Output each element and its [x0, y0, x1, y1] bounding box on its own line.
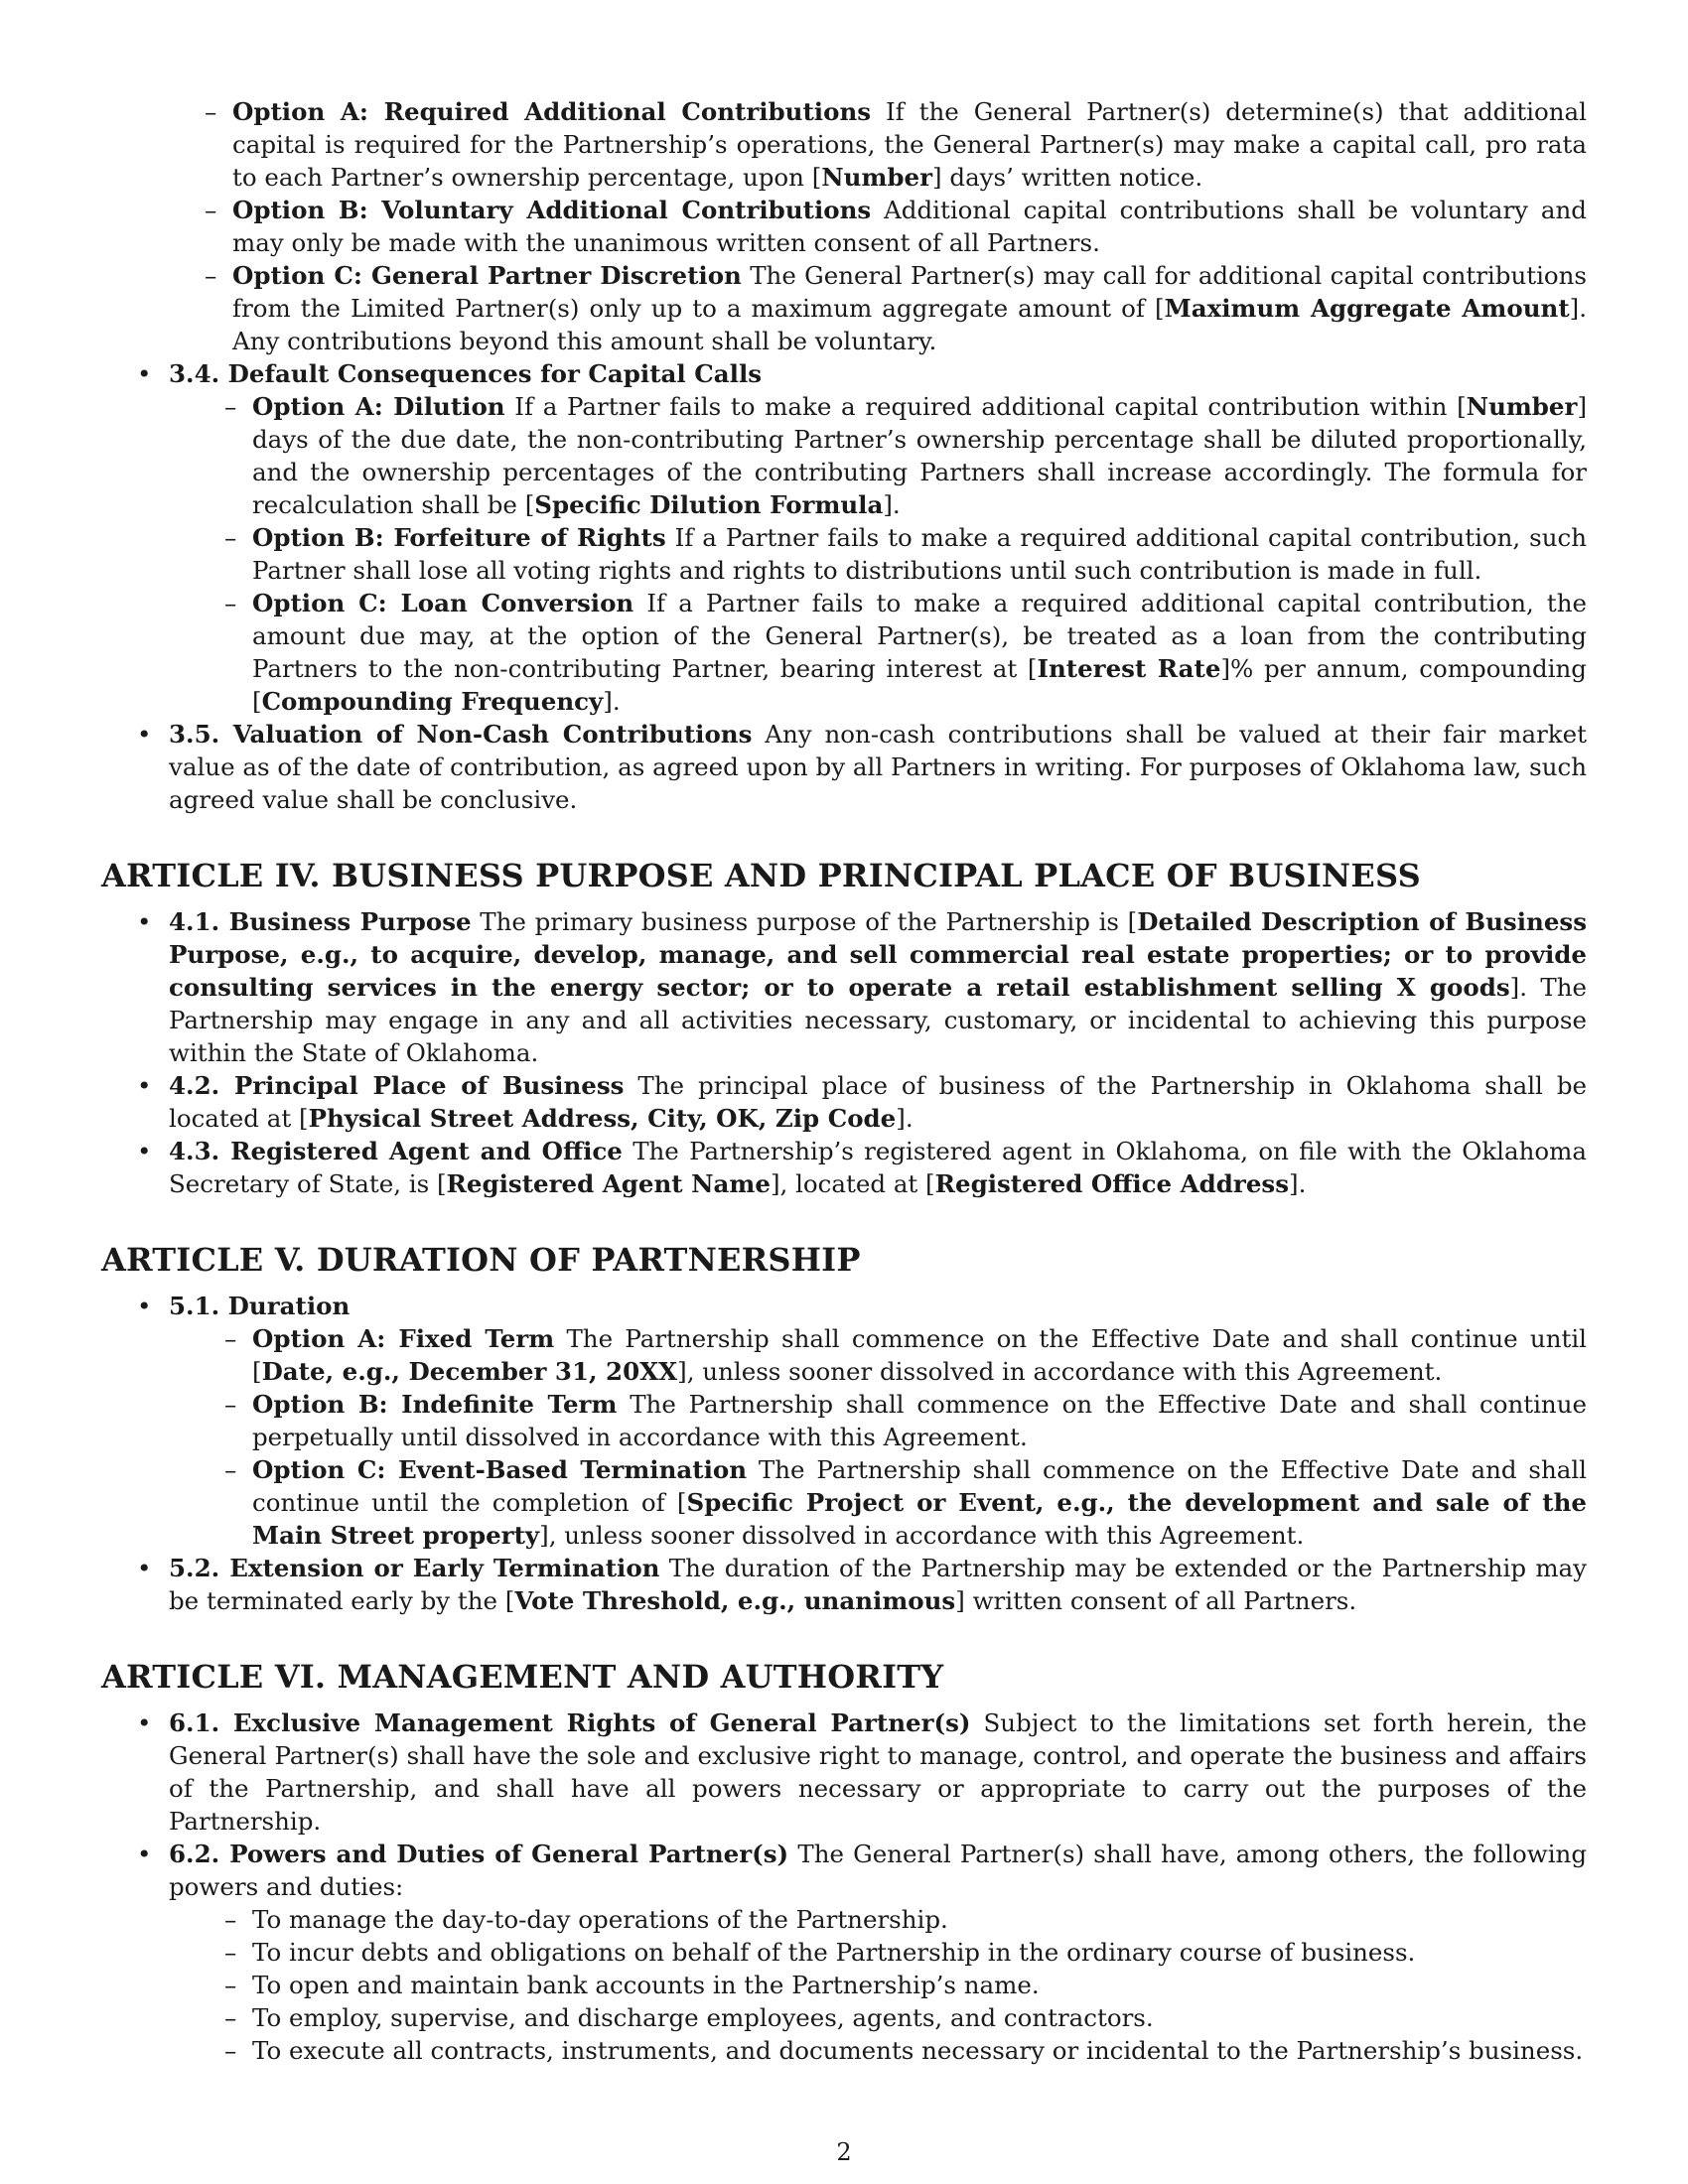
- section-4-2: • 4.2. Principal Place of Business The principal place of business of the Partnership in Oklahoma shall be located at [Physical Street Address, City, OK, Zip Code].: [101, 1069, 1587, 1135]
- list-item: – Option A: Dilution If a Partner fails to make a required additional capital contribution within [Number] days of the due date, the non-contributing Partner’s ownership percentage shall be diluted proportionally, and the ownership percentages of the contributing Partners shall increase accordingly. The formula for recalculation shall be [Specific Dilution Formula].: [224, 390, 1587, 521]
- article-6-sections: [101, 1706, 1587, 2067]
- section-3-4: • 3.4. Default Consequences for Capital Calls – Option A: Dilution If a Partner fails to make a required additional capital contribution within [Number] days of the due date, the non-contributing Partner’s ownership percentage shall be diluted proportionally, and the ownership percentages of the contributing Partners shall increase accordingly. The formula for recalculation shall be [Specific Dilution Formula]. – Option B: Forfeiture of Rights If a Partner fails to make a required additional capital contribution, such Partner shall lose all voting rights and rights to distributions until such contribution is made in full. – Option C: Loan Conversion If a Partner fails to make a required additional capital contribution, the amount due may, at the option of the General Partner(s), be treated as a loan from the contributing Partners to the non-contributing Partner, bearing interest at [Interest Rate]% per annum, compounding [Compounding Frequency].: [101, 357, 1587, 718]
- default-consequences-options: [163, 390, 1587, 718]
- section-3-5: • 3.5. Valuation of Non-Cash Contributions Any non-cash contributions shall be valued at their fair market value as of the date of contribution, as agreed upon by all Partners in writing. For purposes of Oklahoma law, such agreed value shall be conclusive.: [101, 718, 1587, 816]
- article-5-sections: [101, 1290, 1587, 1617]
- additional-contributions-options: [101, 95, 1587, 357]
- page-number: 2: [836, 2138, 852, 2166]
- list-item: – Option B: Forfeiture of Rights If a Partner fails to make a required additional capital contribution, such Partner shall lose all voting rights and rights to distributions until such contribution is made in full.: [224, 521, 1587, 587]
- list-item: – Option C: General Partner Discretion The General Partner(s) may call for additional capital contributions from the Limited Partner(s) only up to a maximum aggregate amount of [Maximum Aggregate Amount]. Any contributions beyond this amount shall be voluntary.: [205, 259, 1587, 357]
- list-item: – To open and maintain bank accounts in the Partnership’s name.: [224, 1969, 1587, 2001]
- list-item: – Option B: Voluntary Additional Contributions Additional capital contributions shall be voluntary and may only be made with the unanimous written consent of all Partners.: [205, 194, 1587, 259]
- article-6-heading: ARTICLE VI. MANAGEMENT AND AUTHORITY: [101, 1658, 944, 1696]
- article-4-heading: ARTICLE IV. BUSINESS PURPOSE AND PRINCIPAL PLACE OF BUSINESS: [101, 857, 1421, 894]
- list-item: – Option C: Event-Based Termination The Partnership shall commence on the Effective Date and shall continue until the completion of [Specific Project or Event, e.g., the development and sale of the Main Street property], unless sooner dissolved in accordance with this Agreement.: [224, 1453, 1587, 1552]
- section-6-1: • 6.1. Exclusive Management Rights of General Partner(s) Subject to the limitations set forth herein, the General Partner(s) shall have the sole and exclusive right to manage, control, and operate the business and affairs of the Partnership, and shall have all powers necessary or appropriate to carry out the purposes of the Partnership.: [101, 1706, 1587, 1838]
- article-4-sections: [101, 905, 1587, 1200]
- list-item: – To incur debts and obligations on behalf of the Partnership in the ordinary course of business.: [224, 1936, 1587, 1969]
- list-item: – To manage the day-to-day operations of the Partnership.: [224, 1903, 1587, 1936]
- list-item: – Option A: Required Additional Contributions If the General Partner(s) determine(s) that additional capital is required for the Partnership’s operations, the General Partner(s) may make a capital call, pro rata to each Partner’s ownership percentage, upon [Number] days’ written notice.: [205, 95, 1587, 194]
- list-item: – To execute all contracts, instruments, and documents necessary or incidental to the Partnership’s business.: [224, 2034, 1587, 2067]
- list-item: – Option A: Fixed Term The Partnership shall commence on the Effective Date and shall continue until [Date, e.g., December 31, 20XX], unless sooner dissolved in accordance with this Agreement.: [224, 1322, 1587, 1388]
- list-item: – Option C: Loan Conversion If a Partner fails to make a required additional capital contribution, the amount due may, at the option of the General Partner(s), be treated as a loan from the contributing Partners to the non-contributing Partner, bearing interest at [Interest Rate]% per annum, compounding [Compounding Frequency].: [224, 587, 1587, 718]
- article-3-sections: [101, 357, 1587, 816]
- section-4-3: • 4.3. Registered Agent and Office The Partnership’s registered agent in Oklahoma, on file with the Oklahoma Secretary of State, is [Registered Agent Name], located at [Registered Office Address].: [101, 1135, 1587, 1200]
- list-item: – Option B: Indefinite Term The Partnership shall commence on the Effective Date and shall continue perpetually until dissolved in accordance with this Agreement.: [224, 1388, 1587, 1453]
- section-4-1: • 4.1. Business Purpose The primary business purpose of the Partnership is [Detailed Description of Business Purpose, e.g., to acquire, develop, manage, and sell commercial real estate properties; or to provide consulting services in the energy sector; or to operate a retail establishment selling X goods]. The Partnership may engage in any and all activities necessary, customary, or incidental to achieving this purpose within the State of Oklahoma.: [101, 905, 1587, 1069]
- duration-options: [163, 1322, 1587, 1552]
- article-5-heading: ARTICLE V. DURATION OF PARTNERSHIP: [101, 1241, 861, 1279]
- section-5-1: • 5.1. Duration – Option A: Fixed Term The Partnership shall commence on the Effective Date and shall continue until [Date, e.g., December 31, 20XX], unless sooner dissolved in accordance with this Agreement. – Option B: Indefinite Term The Partnership shall commence on the Effective Date and shall continue perpetually until dissolved in accordance with this Agreement. – Option C: Event-Based Termination The Partnership shall commence on the Effective Date and shall continue until the completion of [Specific Project or Event, e.g., the development and sale of the Main Street property], unless sooner dissolved in accordance with this Agreement.: [101, 1290, 1587, 1552]
- document-body: [101, 95, 1587, 2067]
- section-6-2: • 6.2. Powers and Duties of General Partner(s) The General Partner(s) shall have, among others, the following powers and duties: – To manage the day-to-day operations of the Partnership. – To incur debts and obligations on behalf of the Partnership in the ordinary course of business. – To open and maintain bank accounts in the Partnership’s name. – To employ, supervise, and discharge employees, agents, and contractors. – To execute all contracts, instruments, and documents necessary or incidental to the Partnership’s business.: [101, 1838, 1587, 2067]
- list-item: – To employ, supervise, and discharge employees, agents, and contractors.: [224, 2001, 1587, 2034]
- general-partner-duties: [163, 1903, 1587, 2067]
- section-5-2: • 5.2. Extension or Early Termination The duration of the Partnership may be extended or the Partnership may be terminated early by the [Vote Threshold, e.g., unanimous] written consent of all Partners.: [101, 1552, 1587, 1617]
